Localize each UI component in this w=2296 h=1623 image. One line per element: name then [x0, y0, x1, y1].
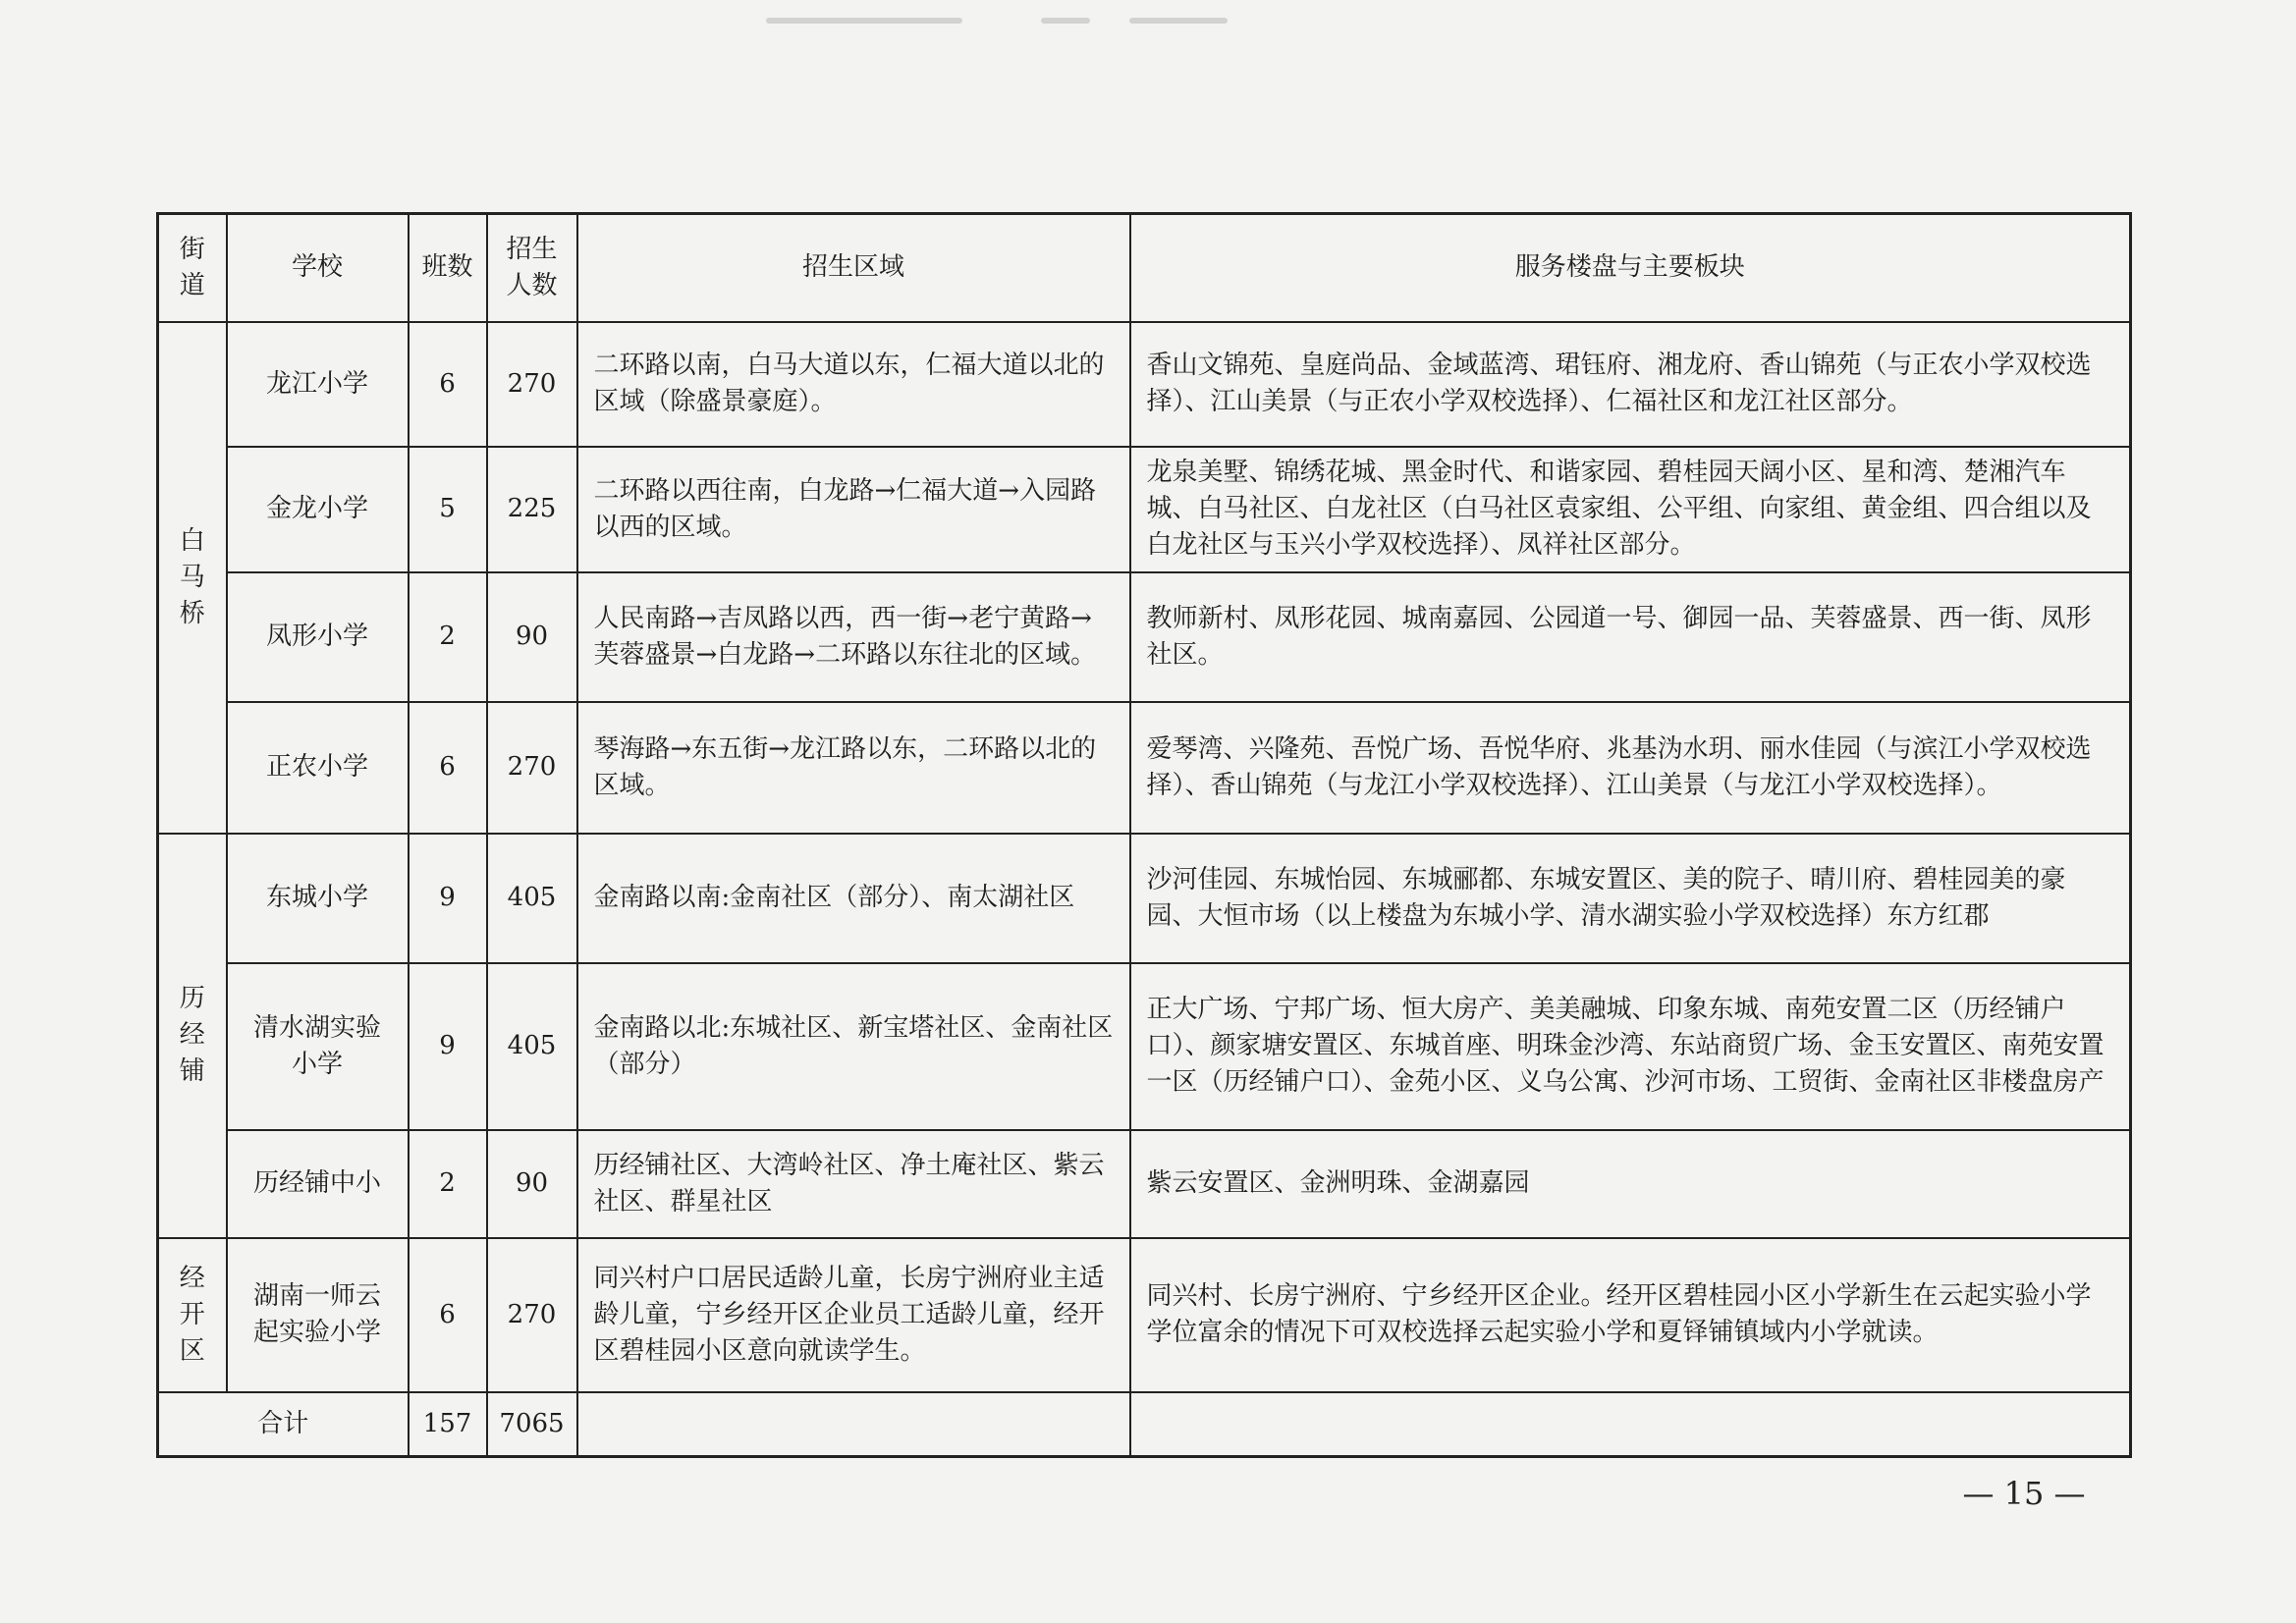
total-row [158, 1392, 2131, 1457]
school-name: 清水湖实验小学 [227, 963, 409, 1130]
served-estates: 正大广场、宁邦广场、恒大房产、美美融城、印象东城、南苑安置二区（历经铺户口）、颜家塘安置区、东城首座、明珠金沙湾、东站商贸广场、金玉安置区、南苑安置一区（历经铺户口）、金苑小区、义乌公寓、沙河市场、工贸街、金南社区非楼盘房产 [1130, 963, 2131, 1130]
header-zone: 招生区域 [577, 214, 1130, 322]
table-row [158, 572, 2131, 702]
school-name: 历经铺中小 [227, 1130, 409, 1238]
table-row [158, 447, 2131, 572]
header-estates: 服务楼盘与主要板块 [1130, 214, 2131, 322]
enrollment-count: 270 [487, 1238, 577, 1392]
class-count: 9 [409, 963, 487, 1130]
served-estates: 沙河佳园、东城怡园、东城郦都、东城安置区、美的院子、晴川府、碧桂园美的豪园、大恒市场（以上楼盘为东城小学、清水湖实验小学双校选择）东方红郡 [1130, 834, 2131, 963]
school-name: 龙江小学 [227, 322, 409, 447]
street-cell: 经开区 [158, 1238, 227, 1392]
school-name: 金龙小学 [227, 447, 409, 572]
school-name: 正农小学 [227, 702, 409, 834]
enrollment-count: 270 [487, 322, 577, 447]
table-row [158, 1130, 2131, 1238]
table-row [158, 834, 2131, 963]
enrollment-zone: 同兴村户口居民适龄儿童，长房宁洲府业主适龄儿童，宁乡经开区企业员工适龄儿童，经开区碧桂园小区意向就读学生。 [577, 1238, 1130, 1392]
school-name: 凤形小学 [227, 572, 409, 702]
served-estates: 紫云安置区、金洲明珠、金湖嘉园 [1130, 1130, 2131, 1238]
empty-cell [577, 1392, 1130, 1457]
enrollment-zone: 二环路以西往南，白龙路→仁福大道→入园路以西的区域。 [577, 447, 1130, 572]
scan-mark [1129, 18, 1228, 24]
enrollment-table [156, 212, 2132, 1458]
table-row [158, 322, 2131, 447]
class-count: 6 [409, 322, 487, 447]
header-street: 街道 [158, 214, 227, 322]
enrollment-zone: 人民南路→吉凤路以西，西一街→老宁黄路→芙蓉盛景→白龙路→二环路以东往北的区域。 [577, 572, 1130, 702]
enrollment-zone: 历经铺社区、大湾岭社区、净土庵社区、紫云社区、群星社区 [577, 1130, 1130, 1238]
class-count: 2 [409, 1130, 487, 1238]
enrollment-zone: 金南路以北:东城社区、新宝塔社区、金南社区（部分） [577, 963, 1130, 1130]
school-name: 湖南一师云起实验小学 [227, 1238, 409, 1392]
total-enrollment: 7065 [487, 1392, 577, 1457]
enrollment-count: 405 [487, 834, 577, 963]
table-row [158, 702, 2131, 834]
enrollment-zone: 琴海路→东五街→龙江路以东，二环路以北的区域。 [577, 702, 1130, 834]
served-estates: 爱琴湾、兴隆苑、吾悦广场、吾悦华府、兆基沩水玥、丽水佳园（与滨江小学双校选择）、香山锦苑（与龙江小学双校选择）、江山美景（与龙江小学双校选择）。 [1130, 702, 2131, 834]
street-cell: 历经铺 [158, 834, 227, 1238]
class-count: 6 [409, 1238, 487, 1392]
scan-mark [1041, 18, 1090, 24]
total-classes: 157 [409, 1392, 487, 1457]
total-label: 合计 [158, 1392, 409, 1457]
served-estates: 同兴村、长房宁洲府、宁乡经开区企业。经开区碧桂园小区小学新生在云起实验小学学位富余的情况下可双校选择云起实验小学和夏铎铺镇域内小学就读。 [1130, 1238, 2131, 1392]
header-enrollment: 招生人数 [487, 214, 577, 322]
served-estates: 龙泉美墅、锦绣花城、黑金时代、和谐家园、碧桂园天阔小区、星和湾、楚湘汽车城、白马社区、白龙社区（白马社区袁家组、公平组、向家组、黄金组、四合组以及白龙社区与玉兴小学双校选择）、凤祥社区部分。 [1130, 447, 2131, 572]
header-classes: 班数 [409, 214, 487, 322]
table-header-row [158, 214, 2131, 322]
street-cell: 白马桥 [158, 322, 227, 834]
page-number: — 15 — [1962, 1475, 2086, 1512]
class-count: 9 [409, 834, 487, 963]
class-count: 2 [409, 572, 487, 702]
enrollment-zone: 金南路以南:金南社区（部分）、南太湖社区 [577, 834, 1130, 963]
empty-cell [1130, 1392, 2131, 1457]
served-estates: 香山文锦苑、皇庭尚品、金域蓝湾、珺钰府、湘龙府、香山锦苑（与正农小学双校选择）、江山美景（与正农小学双校选择）、仁福社区和龙江社区部分。 [1130, 322, 2131, 447]
enrollment-count: 90 [487, 1130, 577, 1238]
served-estates: 教师新村、凤形花园、城南嘉园、公园道一号、御园一品、芙蓉盛景、西一街、凤形社区。 [1130, 572, 2131, 702]
school-name: 东城小学 [227, 834, 409, 963]
class-count: 6 [409, 702, 487, 834]
table-row [158, 1238, 2131, 1392]
enrollment-count: 225 [487, 447, 577, 572]
class-count: 5 [409, 447, 487, 572]
header-school: 学校 [227, 214, 409, 322]
table-row [158, 963, 2131, 1130]
enrollment-count: 405 [487, 963, 577, 1130]
scan-mark [766, 18, 962, 24]
enrollment-count: 270 [487, 702, 577, 834]
enrollment-zone: 二环路以南，白马大道以东，仁福大道以北的区域（除盛景豪庭）。 [577, 322, 1130, 447]
enrollment-count: 90 [487, 572, 577, 702]
